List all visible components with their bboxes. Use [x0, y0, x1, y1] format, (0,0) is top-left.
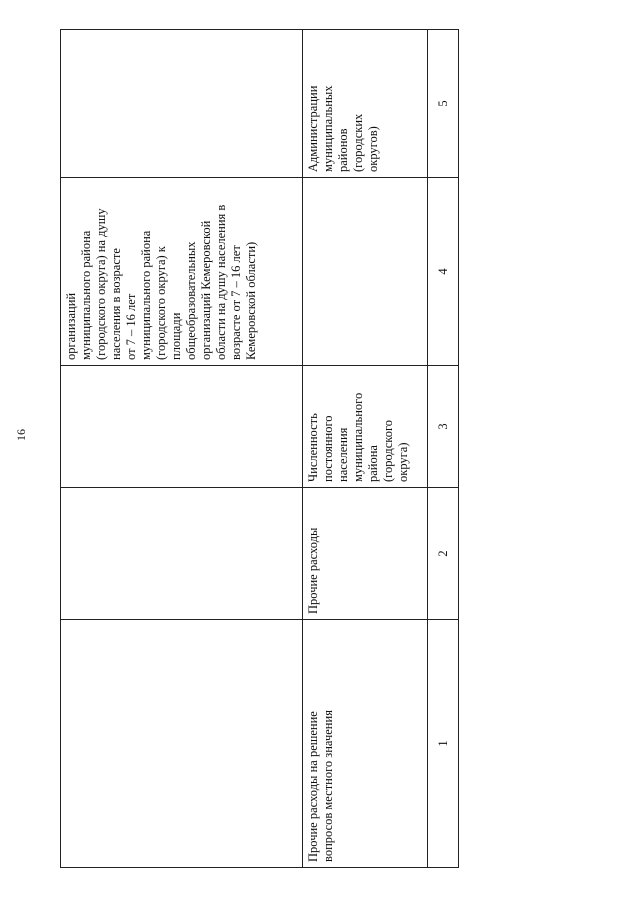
column-number-1: 1 [428, 620, 459, 868]
table-row [61, 30, 303, 868]
text-line: от 7 – 16 лет [124, 293, 138, 360]
text-line: (городского округа) к [154, 246, 168, 360]
text-line: площади [169, 312, 183, 360]
text-line: муниципального района [79, 230, 93, 360]
text-line: вопросов местного значения [321, 710, 335, 862]
text-line: возрасте от 7 – 16 лет [229, 245, 243, 360]
cell-responsible [303, 30, 428, 178]
text-line: организаций Кемеровской [199, 220, 213, 360]
page-number: 16 [14, 429, 28, 441]
text-line: Численность [306, 413, 320, 482]
text-line: Администрации [306, 85, 320, 172]
column-number-3: 3 [428, 366, 459, 488]
table-row [303, 30, 428, 868]
text-line: постоянного [321, 415, 335, 482]
text-line: района [366, 445, 380, 482]
cell-continuation-col3 [61, 366, 303, 488]
cell-indicator [303, 366, 428, 488]
cell-formula [303, 178, 428, 366]
cell-expense-type [303, 488, 428, 620]
text-line: районов [336, 128, 350, 172]
text-line: (городских [351, 113, 365, 172]
cell-continuation-col5 [61, 30, 303, 178]
text-line: Кемеровской области) [244, 241, 258, 360]
text-line: округов) [366, 126, 380, 172]
cell-continuation-col4 [61, 178, 303, 366]
cell-continuation-col1 [61, 620, 303, 868]
column-number-5: 5 [428, 30, 459, 178]
text-line: населения в возрасте [109, 248, 123, 360]
column-number-4: 4 [428, 178, 459, 366]
text-line: общеобразовательных [184, 241, 198, 360]
text-line: округа) [396, 442, 410, 482]
cell-continuation-col2 [61, 488, 303, 620]
text-line: Прочие расходы [306, 527, 320, 614]
text-line: муниципального района [139, 230, 153, 360]
text-line: организаций [64, 292, 78, 360]
text-line: (городского округа) на душу [94, 208, 108, 360]
text-line: (городского [381, 419, 395, 482]
text-line: области на душу населения в [214, 204, 228, 360]
text-line: муниципального [351, 392, 365, 482]
table-header-row [428, 30, 459, 868]
column-number-2: 2 [428, 488, 459, 620]
cell-expense-name [303, 620, 428, 868]
rotated-table-container [60, 30, 459, 868]
text-line: населения [336, 427, 350, 482]
text-line: Прочие расходы на решение [306, 711, 320, 862]
expenses-table [60, 29, 459, 868]
text-line: муниципальных [321, 85, 335, 172]
